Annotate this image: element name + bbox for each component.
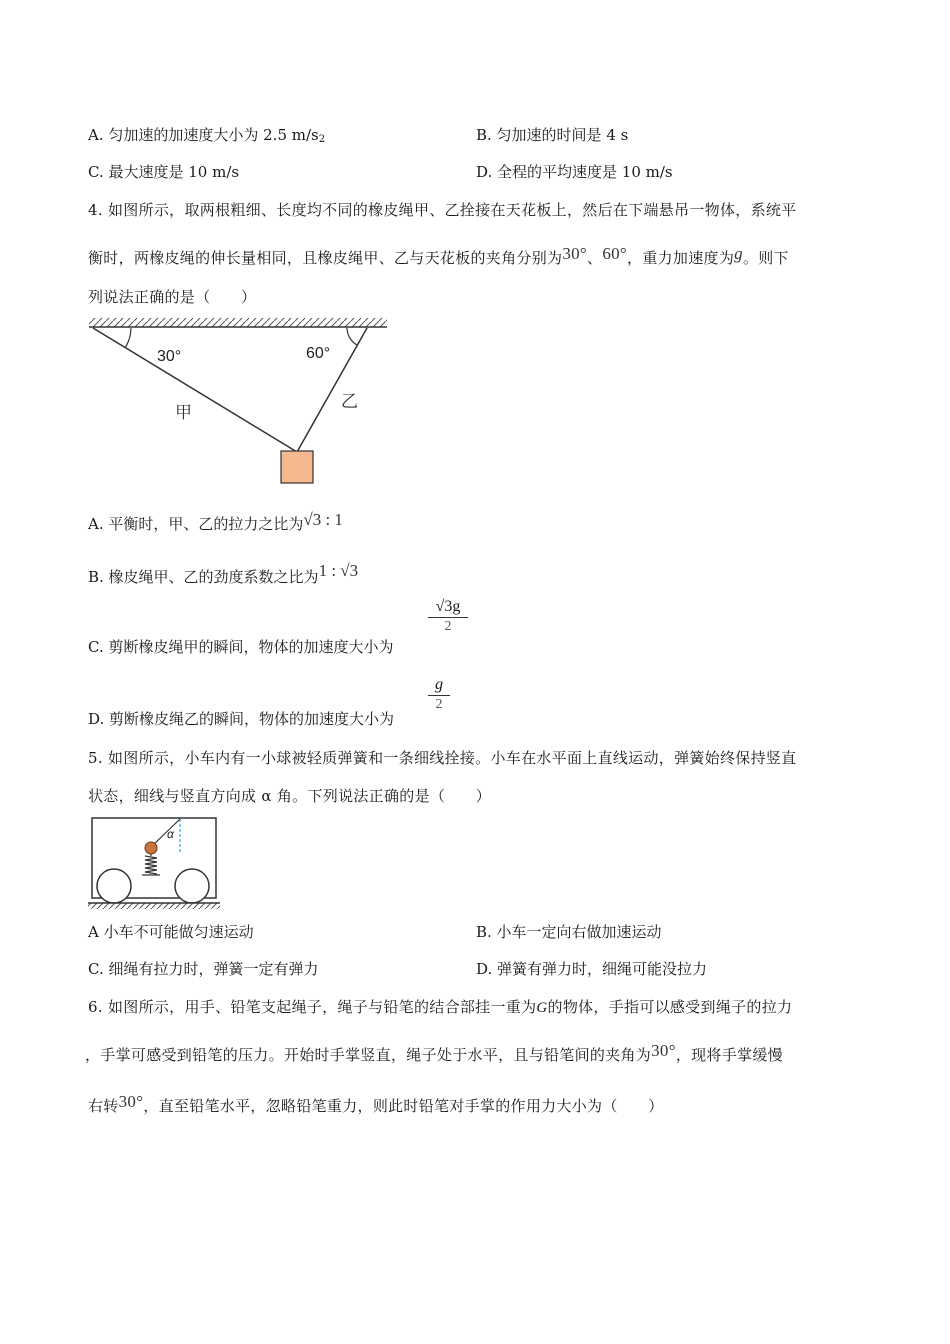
q4-stem-line2-c: 。则下 (742, 249, 789, 267)
q4-angle-60: 60° (602, 244, 628, 263)
q4-option-c-numerator: √3g (435, 598, 461, 615)
q5-stem-line1: 5. 如图所示，小车内有一小球被轻质弹簧和一条细线拴接。小车在水平面上直线运动，弹簧始终保持竖直 (88, 749, 797, 767)
label-angle-30: 30° (157, 348, 182, 365)
q4-option-d-text: D. 剪断橡皮绳乙的瞬间，物体的加速度大小为 (88, 710, 395, 728)
ground-hatch (88, 903, 220, 909)
label-alpha: α (167, 827, 174, 841)
q5-option-c: C. 细绳有拉力时，弹簧一定有弹力 (88, 960, 319, 978)
q4-option-a (88, 510, 343, 534)
label-angle-60: 60° (306, 345, 331, 362)
q4-stem-line2-a: 衡时，两橡皮绳的伸长量相同，且橡皮绳甲、乙与天花板的夹角分别为 (88, 249, 563, 267)
q6-weight-symbol: G (536, 1000, 548, 1016)
q4-gravity-g: g (734, 244, 743, 263)
q3-option-d: D. 全程的平均速度是 10 m/s (476, 163, 673, 181)
q4-option-d-fraction (428, 676, 450, 713)
q6-stem-line2-b: ，现将手掌缓慢 (675, 1046, 783, 1064)
q6-stem-line3-b: ，直至铅笔水平，忽略铅笔重力，则此时铅笔对手掌的作用力大小为（ ） (143, 1097, 664, 1115)
q4-option-c-denominator: 2 (444, 619, 452, 634)
q5-option-d: D. 弹簧有弹力时，细绳可能没拉力 (476, 960, 708, 978)
q5-option-a: A 小车不可能做匀速运动 (88, 923, 254, 941)
q4-option-d-numerator: g (435, 676, 443, 693)
q6-stem-line3-a: 右转 (88, 1097, 119, 1115)
q4-angle-30: 30° (562, 244, 588, 263)
q4-option-c-fraction (428, 598, 468, 635)
q4-option-c-text: C. 剪断橡皮绳甲的瞬间，物体的加速度大小为 (88, 638, 394, 656)
q4-option-d-denominator: 2 (435, 697, 443, 712)
q6-angle-30: 30° (651, 1041, 676, 1060)
q3-option-c: C. 最大速度是 10 m/s (88, 163, 240, 181)
q4-figure (85, 314, 395, 489)
q3-option-a-exponent: 2 (318, 134, 326, 145)
q4-stem-line3: 列说法正确的是（ ） (88, 288, 257, 306)
q4-stem-line1: 4. 如图所示，取两根粗细、长度均不同的橡皮绳甲、乙拴接在天花板上，然后在下端悬吊一物体，系统平 (88, 201, 797, 219)
q4-option-b-text: B. 橡皮绳甲、乙的劲度系数之比为 (88, 568, 319, 586)
q5-option-b: B. 小车一定向右做加速运动 (476, 923, 662, 941)
q6-stem-line1-b: 的物体，手指可以感受到绳子的拉力 (547, 998, 793, 1016)
q6-rotation-angle: 30° (118, 1092, 144, 1111)
label-rope-jia: 甲 (175, 403, 192, 422)
fraction-bar (428, 617, 468, 618)
q3-option-a (88, 124, 325, 145)
right-wheel (175, 869, 209, 903)
q4-option-a-text: A. 平衡时，甲、乙的拉力之比为 (88, 515, 304, 533)
label-rope-yi: 乙 (341, 392, 358, 411)
angle-arc-60 (347, 328, 357, 345)
q3-option-b: B. 匀加速的时间是 4 s (476, 126, 629, 144)
q5-figure (86, 812, 221, 910)
q4-stem-line2-b: ，重力加速度为 (627, 249, 735, 267)
q4-option-b (88, 561, 358, 587)
q6-stem-line2 (85, 1041, 783, 1065)
q6-stem-line3 (88, 1092, 664, 1116)
angle-arc-30 (125, 328, 131, 348)
q4-option-a-math: √3 : 1 (303, 510, 343, 529)
q4-option-b-math: 1 : √3 (318, 561, 359, 580)
rope-jia (93, 328, 297, 452)
q6-stem-line2-a: ，手掌可感受到铅笔的压力。开始时手掌竖直，绳子处于水平，且与铅笔间的夹角为 (85, 1046, 652, 1064)
q6-stem-line1-a: 6. 如图所示，用手、铅笔支起绳子，绳子与铅笔的结合部挂一重为 (88, 998, 537, 1016)
left-wheel (97, 869, 131, 903)
q6-stem-line1 (88, 996, 792, 1017)
q3-option-a-text: A. 匀加速的加速度大小为 2.5 m/s (88, 126, 319, 144)
small-ball (145, 842, 157, 854)
q4-stem-line2 (88, 244, 789, 268)
ceiling-hatch (89, 318, 387, 327)
hanging-block (281, 451, 313, 483)
q5-stem-line2: 状态，细线与竖直方向成 α 角。下列说法正确的是（ ） (88, 787, 492, 805)
q4-stem-sep: 、 (587, 249, 603, 267)
fraction-bar (428, 695, 450, 696)
